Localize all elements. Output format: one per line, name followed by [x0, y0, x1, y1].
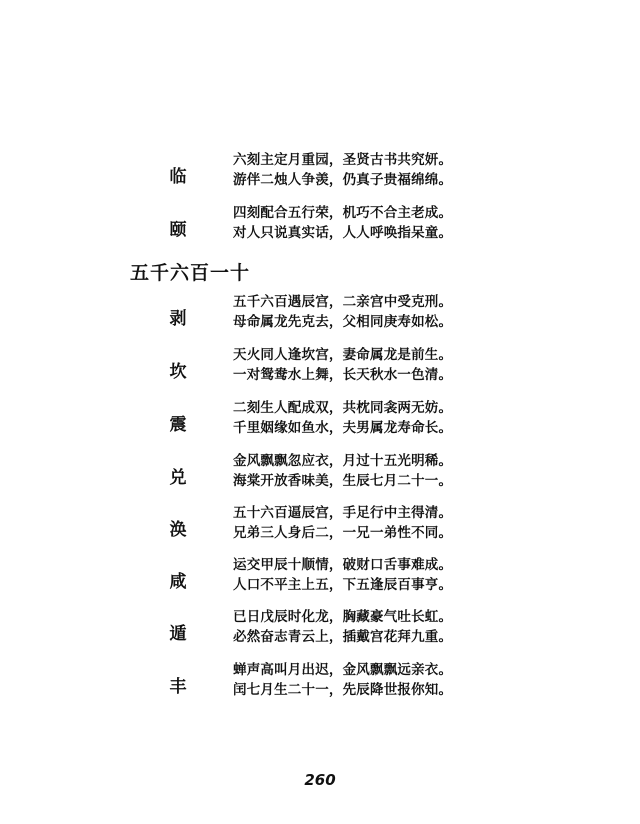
- verse-line-2: 兄弟三人身后二，一兄一弟性不同。: [233, 525, 453, 541]
- entry-verse: [233, 607, 452, 647]
- entry-term: 遁: [169, 624, 187, 644]
- verse-line-2: 游伴二烛人争羡，仍真子贵福绵绵。: [233, 172, 453, 188]
- entry-1: [0, 345, 640, 401]
- entry-3: [0, 451, 640, 507]
- verse-line-1: 蝉声高叫月出迟，金风飘飘远亲衣。: [233, 662, 453, 678]
- entry-verse: [233, 150, 452, 190]
- verse-line-2: 对人只说真实话，人人呼唤指呆童。: [233, 225, 453, 241]
- verse-line-1: 二刻生人配成双，共枕同衾两无妨。: [233, 400, 453, 416]
- verse-line-2: 母命属龙先克去，父相同庚寿如松。: [233, 314, 453, 330]
- verse-line-2: 一对鸳鸯水上舞，长天秋水一色清。: [233, 367, 453, 383]
- entry-verse: [233, 203, 452, 243]
- entry-verse: [233, 345, 452, 385]
- entry-verse: [233, 503, 452, 543]
- entry-term: 兑: [169, 468, 187, 488]
- verse-line-1: 六刻主定月重园，圣贤古书共究妍。: [233, 152, 453, 168]
- verse-line-1: 运交甲辰十顺情，破财口舌事难成。: [233, 557, 453, 573]
- verse-line-2: 千里姻缘如鱼水，夫男属龙寿命长。: [233, 420, 453, 436]
- entry-6: [0, 607, 640, 663]
- entry-term: 剥: [169, 309, 187, 329]
- entry-2: [0, 398, 640, 454]
- verse-line-1: 金风飘飘忽应衣，月过十五光明稀。: [233, 453, 453, 469]
- verse-line-2: 海棠开放香味美，生辰七月二十一。: [233, 473, 453, 489]
- entry-term: 颐: [169, 220, 187, 240]
- verse-line-1: 五十六百逼辰宫，手足行中主得清。: [233, 505, 453, 521]
- entry-7: [0, 660, 640, 716]
- entry-5: [0, 555, 640, 611]
- page-number: 260: [304, 771, 336, 789]
- entry-verse: [233, 292, 452, 332]
- verse-line-1: 四刻配合五行荣，机巧不合主老成。: [233, 205, 453, 221]
- entry-term: 临: [169, 167, 187, 187]
- entry-verse: [233, 451, 452, 491]
- entry-term: 涣: [169, 520, 187, 540]
- entry-top-1: [0, 203, 640, 259]
- verse-line-2: 人口不平主上五，下五逢辰百事亨。: [233, 577, 453, 593]
- verse-line-1: 天火同人逢坎宫，妻命属龙是前生。: [233, 347, 453, 363]
- entry-4: [0, 503, 640, 559]
- entry-verse: [233, 555, 452, 595]
- verse-line-2: 闰七月生二十一，先辰降世报你知。: [233, 682, 453, 698]
- section-heading: 五千六百一十: [130, 262, 251, 284]
- verse-line-1: 五千六百遇辰宫，二亲宫中受克刑。: [233, 294, 453, 310]
- entry-term: 坎: [169, 362, 187, 382]
- entry-top-0: [0, 150, 640, 206]
- entry-term: 丰: [169, 677, 187, 697]
- entry-term: 震: [169, 415, 187, 435]
- entry-verse: [233, 660, 452, 700]
- entry-term: 咸: [169, 572, 187, 592]
- verse-line-1: 已日戊辰时化龙，胸藏豪气吐长虹。: [233, 609, 453, 625]
- entry-verse: [233, 398, 452, 438]
- entry-0: [0, 292, 640, 348]
- verse-line-2: 必然奋志青云上，插戴宫花拜九重。: [233, 629, 453, 645]
